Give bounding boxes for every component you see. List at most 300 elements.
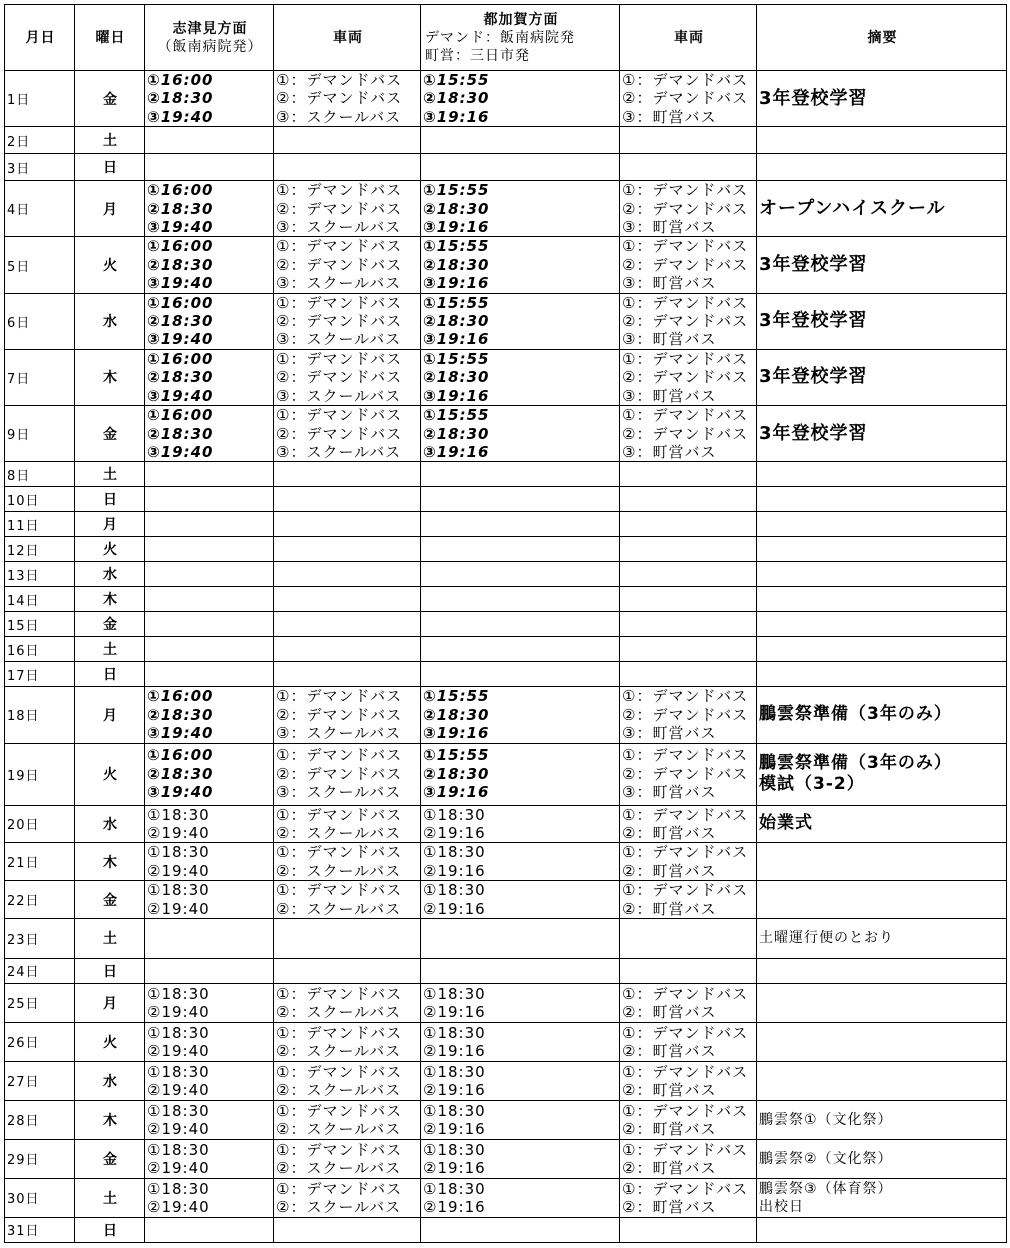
- cell-line: ①：デマンドバス: [622, 881, 749, 900]
- weekday-cell: 金: [75, 881, 145, 919]
- shizumi-vehicle-cell: [274, 71, 421, 127]
- cell-line: ③：スクールバス: [276, 386, 402, 405]
- tsukaga-times-cell: [421, 487, 620, 512]
- shizumi-vehicle-cell: [274, 587, 421, 612]
- cell-line: ①18:30: [423, 843, 486, 862]
- tsukaga-vehicle-cell: [620, 983, 757, 1022]
- cell-line: ①：デマンドバス: [276, 349, 403, 368]
- tsukaga-times-cell: [421, 1061, 620, 1100]
- cell-line: ①16:00: [147, 687, 214, 706]
- tsukaga-vehicle-cell: [620, 562, 757, 587]
- cell-line: ①：デマンドバス: [276, 237, 403, 256]
- cell-line: ①15:55: [423, 687, 490, 706]
- notes-cell: [757, 662, 1007, 687]
- cell-line: ②18:30: [423, 199, 490, 218]
- cell-line: ②18:30: [147, 89, 214, 108]
- cell-line: ②：デマンドバス: [276, 424, 403, 443]
- shizumi-times-cell: [145, 1061, 274, 1100]
- weekday-cell: 日: [75, 958, 145, 983]
- notes-cell: [757, 293, 1007, 349]
- table-row: [5, 1022, 1007, 1061]
- cell-line: ③19:40: [147, 330, 214, 349]
- notes-cell: [757, 743, 1007, 805]
- date-cell: 10日: [5, 487, 75, 512]
- cell-line: ①15:55: [423, 181, 490, 200]
- shizumi-vehicle-cell: [274, 349, 421, 405]
- cell-line: ②19:40: [147, 861, 210, 880]
- cell-line: ②：デマンドバス: [622, 424, 749, 443]
- tsukaga-vehicle-cell: [620, 1100, 757, 1139]
- tsukaga-vehicle-cell: [620, 687, 757, 743]
- cell-line: ①：デマンドバス: [622, 843, 749, 862]
- shizumi-vehicle-cell: [274, 512, 421, 537]
- weekday-cell: 日: [75, 154, 145, 181]
- tsukaga-vehicle-cell: [620, 349, 757, 405]
- weekday-cell: 水: [75, 805, 145, 843]
- tsukaga-vehicle-cell: [620, 293, 757, 349]
- cell-line: ②19:40: [147, 1002, 210, 1021]
- weekday-cell: 水: [75, 562, 145, 587]
- cell-line: ②18:30: [423, 368, 490, 387]
- cell-line: ③：町営バス: [622, 442, 717, 461]
- cell-line: ①16:00: [147, 181, 214, 200]
- tsukaga-times-cell: [421, 958, 620, 983]
- tsukaga-vehicle-cell: [620, 881, 757, 919]
- tsukaga-vehicle-cell: [620, 743, 757, 805]
- date-cell: 19日: [5, 743, 75, 805]
- notes-cell: [757, 1178, 1007, 1217]
- shizumi-vehicle-cell: [274, 958, 421, 983]
- header-vehicle: 車両: [274, 5, 421, 71]
- date-cell: 29日: [5, 1139, 75, 1178]
- cell-line: ②19:16: [423, 1041, 486, 1060]
- tsukaga-vehicle-cell: [620, 71, 757, 127]
- date-cell: 24日: [5, 958, 75, 983]
- cell-line: ①18:30: [423, 984, 486, 1003]
- cell-line: ②19:40: [147, 1158, 210, 1177]
- cell-line: ③19:16: [423, 442, 490, 461]
- date-cell: 21日: [5, 843, 75, 881]
- shizumi-vehicle-cell: [274, 612, 421, 637]
- weekday-cell: 木: [75, 587, 145, 612]
- cell-line: ①18:30: [147, 1179, 210, 1198]
- tsukaga-times-cell: [421, 983, 620, 1022]
- table-row: [5, 1100, 1007, 1139]
- cell-line: ①：デマンドバス: [622, 237, 749, 256]
- weekday-cell: 金: [75, 612, 145, 637]
- cell-line: ①：デマンドバス: [622, 1023, 749, 1042]
- date-cell: 2日: [5, 127, 75, 154]
- table-row: [5, 154, 1007, 181]
- cell-line: ①15:55: [423, 71, 490, 89]
- cell-line: ②：デマンドバス: [276, 255, 403, 274]
- notes-cell: [757, 349, 1007, 405]
- shizumi-vehicle-cell: [274, 843, 421, 881]
- cell-line: ①：デマンドバス: [276, 406, 403, 425]
- cell-line: ③19:16: [423, 724, 490, 743]
- cell-line: ②19:16: [423, 823, 486, 842]
- cell-line: ③19:40: [147, 724, 214, 743]
- tsukaga-times-cell: [421, 843, 620, 881]
- header-tsukaga-sub1: デマンド：飯南病院発: [425, 29, 575, 46]
- cell-line: ②18:30: [147, 764, 214, 783]
- cell-line: 鵬雲祭②（文化祭）: [759, 1150, 893, 1167]
- cell-line: 始業式: [759, 813, 813, 834]
- tsukaga-times-cell: [421, 1139, 620, 1178]
- shizumi-vehicle-cell: [274, 1139, 421, 1178]
- date-cell: 28日: [5, 1100, 75, 1139]
- cell-line: ①16:00: [147, 746, 214, 765]
- cell-line: ①：デマンドバス: [622, 1140, 749, 1159]
- cell-line: 3年登校学習: [759, 366, 868, 388]
- cell-line: ②：スクールバス: [276, 861, 402, 880]
- cell-line: 3年登校学習: [759, 310, 868, 332]
- cell-line: 3年登校学習: [759, 87, 868, 109]
- cell-line: ①：デマンドバス: [276, 843, 403, 862]
- cell-line: ②19:40: [147, 899, 210, 918]
- tsukaga-times-cell: [421, 637, 620, 662]
- cell-line: ②18:30: [147, 368, 214, 387]
- cell-line: ①：デマンドバス: [276, 881, 403, 900]
- tsukaga-vehicle-cell: [620, 918, 757, 958]
- cell-line: ①18:30: [147, 1023, 210, 1042]
- table-row: [5, 127, 1007, 154]
- shizumi-times-cell: [145, 662, 274, 687]
- cell-line: ①18:30: [147, 805, 210, 824]
- cell-line: ②18:30: [423, 89, 490, 108]
- tsukaga-times-cell: [421, 687, 620, 743]
- date-cell: 30日: [5, 1178, 75, 1217]
- notes-cell: [757, 127, 1007, 154]
- tsukaga-vehicle-cell: [620, 1217, 757, 1242]
- weekday-cell: 金: [75, 71, 145, 127]
- cell-line: ③：スクールバス: [276, 274, 402, 293]
- tsukaga-times-cell: [421, 881, 620, 919]
- cell-line: ②18:30: [423, 764, 490, 783]
- weekday-cell: 木: [75, 1100, 145, 1139]
- tsukaga-vehicle-cell: [620, 537, 757, 562]
- notes-cell: [757, 512, 1007, 537]
- cell-line: ②：町営バス: [622, 1041, 717, 1060]
- table-row: [5, 687, 1007, 743]
- tsukaga-vehicle-cell: [620, 512, 757, 537]
- cell-line: ②：デマンドバス: [276, 368, 403, 387]
- notes-cell: [757, 637, 1007, 662]
- shizumi-times-cell: [145, 349, 274, 405]
- tsukaga-vehicle-cell: [620, 843, 757, 881]
- shizumi-times-cell: [145, 958, 274, 983]
- cell-line: ②19:16: [423, 1002, 486, 1021]
- cell-line: ②：デマンドバス: [622, 312, 749, 331]
- tsukaga-times-cell: [421, 349, 620, 405]
- tsukaga-vehicle-cell: [620, 1022, 757, 1061]
- cell-line: ③19:16: [423, 330, 490, 349]
- cell-line: ②19:40: [147, 1041, 210, 1060]
- tsukaga-times-cell: [421, 1022, 620, 1061]
- cell-line: ②：デマンドバス: [276, 705, 403, 724]
- shizumi-times-cell: [145, 687, 274, 743]
- weekday-cell: 土: [75, 1178, 145, 1217]
- cell-line: ③：町営バス: [622, 107, 717, 126]
- cell-line: ①18:30: [147, 984, 210, 1003]
- tsukaga-vehicle-cell: [620, 1139, 757, 1178]
- cell-line: ①：デマンドバス: [276, 1062, 403, 1081]
- cell-line: ③19:40: [147, 107, 214, 126]
- table-row: [5, 843, 1007, 881]
- notes-cell: [757, 1061, 1007, 1100]
- cell-line: 3年登校学習: [759, 254, 868, 276]
- cell-line: ①：デマンドバス: [622, 805, 749, 824]
- tsukaga-vehicle-cell: [620, 1178, 757, 1217]
- shizumi-times-cell: [145, 1100, 274, 1139]
- header-dow: 曜日: [75, 5, 145, 71]
- shizumi-times-cell: [145, 1217, 274, 1242]
- date-cell: 26日: [5, 1022, 75, 1061]
- cell-line: ②：スクールバス: [276, 823, 402, 842]
- cell-line: 出校日: [759, 1198, 804, 1215]
- shizumi-times-cell: [145, 1139, 274, 1178]
- cell-line: ②：デマンドバス: [276, 199, 403, 218]
- tsukaga-times-cell: [421, 537, 620, 562]
- shizumi-vehicle-cell: [274, 462, 421, 487]
- shizumi-vehicle-cell: [274, 562, 421, 587]
- notes-cell: [757, 612, 1007, 637]
- cell-line: ②18:30: [423, 424, 490, 443]
- cell-line: ①：デマンドバス: [622, 181, 749, 200]
- cell-line: ①：デマンドバス: [276, 1179, 403, 1198]
- cell-line: ①：デマンドバス: [276, 1101, 403, 1120]
- cell-line: ②18:30: [147, 312, 214, 331]
- shizumi-vehicle-cell: [274, 983, 421, 1022]
- cell-line: ②19:40: [147, 1080, 210, 1099]
- cell-line: ②19:40: [147, 1197, 210, 1216]
- cell-line: ②：デマンドバス: [622, 255, 749, 274]
- date-cell: 6日: [5, 293, 75, 349]
- shizumi-vehicle-cell: [274, 293, 421, 349]
- cell-line: ①：デマンドバス: [276, 687, 403, 706]
- notes-cell: [757, 587, 1007, 612]
- shizumi-times-cell: [145, 805, 274, 843]
- cell-line: ①16:00: [147, 237, 214, 256]
- cell-line: ②：スクールバス: [276, 1080, 402, 1099]
- cell-line: ②19:16: [423, 861, 486, 880]
- shizumi-vehicle-cell: [274, 1061, 421, 1100]
- weekday-cell: 木: [75, 843, 145, 881]
- tsukaga-times-cell: [421, 918, 620, 958]
- cell-line: ①18:30: [147, 881, 210, 900]
- cell-line: ②：スクールバス: [276, 1002, 402, 1021]
- tsukaga-vehicle-cell: [620, 805, 757, 843]
- header-shizumi-title: 志津見方面: [172, 20, 248, 37]
- cell-line: ①16:00: [147, 71, 214, 89]
- notes-cell: [757, 1217, 1007, 1242]
- cell-line: ③：町営バス: [622, 386, 717, 405]
- weekday-cell: 土: [75, 462, 145, 487]
- weekday-cell: 火: [75, 743, 145, 805]
- table-row: [5, 237, 1007, 293]
- schedule-body: [5, 71, 1007, 1243]
- date-cell: 3日: [5, 154, 75, 181]
- date-cell: 31日: [5, 1217, 75, 1242]
- tsukaga-times-cell: [421, 293, 620, 349]
- cell-line: ③：スクールバス: [276, 107, 402, 126]
- tsukaga-vehicle-cell: [620, 237, 757, 293]
- table-row: [5, 958, 1007, 983]
- tsukaga-times-cell: [421, 512, 620, 537]
- cell-line: ②：デマンドバス: [622, 89, 749, 108]
- shizumi-times-cell: [145, 843, 274, 881]
- table-row: [5, 743, 1007, 805]
- date-cell: 11日: [5, 512, 75, 537]
- shizumi-times-cell: [145, 512, 274, 537]
- tsukaga-times-cell: [421, 562, 620, 587]
- shizumi-vehicle-cell: [274, 537, 421, 562]
- header-row: [5, 5, 1007, 71]
- date-cell: 1日: [5, 71, 75, 127]
- cell-line: ③：スクールバス: [276, 724, 402, 743]
- weekday-cell: 日: [75, 1217, 145, 1242]
- tsukaga-vehicle-cell: [620, 637, 757, 662]
- cell-line: ②：スクールバス: [276, 1119, 402, 1138]
- cell-line: ③19:16: [423, 107, 490, 126]
- table-row: [5, 1139, 1007, 1178]
- cell-line: ③：町営バス: [622, 724, 717, 743]
- shizumi-times-cell: [145, 1022, 274, 1061]
- cell-line: ②18:30: [147, 255, 214, 274]
- cell-line: ②：スクールバス: [276, 1158, 402, 1177]
- cell-line: ①：デマンドバス: [276, 984, 403, 1003]
- cell-line: ③：町営バス: [622, 783, 717, 802]
- shizumi-vehicle-cell: [274, 918, 421, 958]
- weekday-cell: 土: [75, 637, 145, 662]
- cell-line: ①：デマンドバス: [276, 1140, 403, 1159]
- cell-line: ②：デマンドバス: [276, 89, 403, 108]
- cell-line: ②：町営バス: [622, 1002, 717, 1021]
- tsukaga-vehicle-cell: [620, 127, 757, 154]
- shizumi-vehicle-cell: [274, 181, 421, 237]
- tsukaga-times-cell: [421, 1100, 620, 1139]
- cell-line: ②：町営バス: [622, 861, 717, 880]
- date-cell: 9日: [5, 406, 75, 462]
- cell-line: ③：スクールバス: [276, 218, 402, 237]
- table-row: [5, 406, 1007, 462]
- cell-line: ①：デマンドバス: [276, 293, 403, 312]
- tsukaga-times-cell: [421, 805, 620, 843]
- cell-line: 土曜運行便のとおり: [759, 930, 894, 947]
- cell-line: ①18:30: [423, 805, 486, 824]
- tsukaga-times-cell: [421, 1178, 620, 1217]
- cell-line: ②19:16: [423, 1080, 486, 1099]
- cell-line: ③19:40: [147, 274, 214, 293]
- cell-line: ③：町営バス: [622, 274, 717, 293]
- notes-cell: [757, 462, 1007, 487]
- notes-cell: [757, 958, 1007, 983]
- header-notes: 摘要: [757, 5, 1007, 71]
- cell-line: ①18:30: [423, 1101, 486, 1120]
- shizumi-vehicle-cell: [274, 154, 421, 181]
- table-row: [5, 181, 1007, 237]
- shizumi-times-cell: [145, 587, 274, 612]
- tsukaga-vehicle-cell: [620, 1061, 757, 1100]
- cell-line: ②18:30: [147, 199, 214, 218]
- notes-cell: [757, 687, 1007, 743]
- shizumi-vehicle-cell: [274, 1022, 421, 1061]
- date-cell: 25日: [5, 983, 75, 1022]
- cell-line: オープンハイスクール: [759, 197, 946, 219]
- shizumi-times-cell: [145, 406, 274, 462]
- cell-line: ①：デマンドバス: [276, 71, 403, 89]
- shizumi-times-cell: [145, 881, 274, 919]
- table-row: [5, 983, 1007, 1022]
- date-cell: 13日: [5, 562, 75, 587]
- cell-line: ②：デマンドバス: [622, 764, 749, 783]
- table-row: [5, 487, 1007, 512]
- header-shizumi-sub: （飯南病院発）: [157, 38, 263, 55]
- cell-line: 模試（3-2）: [759, 774, 865, 795]
- notes-cell: [757, 805, 1007, 843]
- cell-line: ②18:30: [423, 705, 490, 724]
- cell-line: ②18:30: [147, 424, 214, 443]
- shizumi-vehicle-cell: [274, 406, 421, 462]
- table-row: [5, 512, 1007, 537]
- cell-line: ①18:30: [423, 1140, 486, 1159]
- shizumi-vehicle-cell: [274, 881, 421, 919]
- tsukaga-vehicle-cell: [620, 181, 757, 237]
- tsukaga-vehicle-cell: [620, 154, 757, 181]
- tsukaga-times-cell: [421, 587, 620, 612]
- shizumi-vehicle-cell: [274, 1100, 421, 1139]
- weekday-cell: 火: [75, 237, 145, 293]
- cell-line: ①18:30: [147, 843, 210, 862]
- tsukaga-vehicle-cell: [620, 587, 757, 612]
- tsukaga-vehicle-cell: [620, 958, 757, 983]
- shizumi-times-cell: [145, 918, 274, 958]
- cell-line: ②：デマンドバス: [276, 312, 403, 331]
- weekday-cell: 土: [75, 127, 145, 154]
- cell-line: ①：デマンドバス: [622, 984, 749, 1003]
- tsukaga-times-cell: [421, 662, 620, 687]
- cell-line: ③19:40: [147, 783, 214, 802]
- cell-line: ①15:55: [423, 237, 490, 256]
- cell-line: ③：スクールバス: [276, 330, 402, 349]
- cell-line: ①18:30: [423, 881, 486, 900]
- cell-line: ③：町営バス: [622, 330, 717, 349]
- cell-line: ②18:30: [147, 705, 214, 724]
- shizumi-vehicle-cell: [274, 637, 421, 662]
- notes-cell: [757, 487, 1007, 512]
- shizumi-vehicle-cell: [274, 1217, 421, 1242]
- shizumi-times-cell: [145, 612, 274, 637]
- header-tsukaga-sub2: 町営：三日市発: [425, 47, 530, 64]
- notes-cell: [757, 154, 1007, 181]
- weekday-cell: 水: [75, 1061, 145, 1100]
- header-tsukaga-title: 都加賀方面: [483, 11, 559, 28]
- shizumi-times-cell: [145, 562, 274, 587]
- date-cell: 22日: [5, 881, 75, 919]
- cell-line: ②19:40: [147, 1119, 210, 1138]
- cell-line: ②：町営バス: [622, 1197, 717, 1216]
- cell-line: ①18:30: [423, 1023, 486, 1042]
- tsukaga-times-cell: [421, 462, 620, 487]
- table-row: [5, 805, 1007, 843]
- shizumi-times-cell: [145, 293, 274, 349]
- tsukaga-times-cell: [421, 181, 620, 237]
- header-shizumi: [145, 5, 274, 71]
- shizumi-vehicle-cell: [274, 237, 421, 293]
- tsukaga-vehicle-cell: [620, 462, 757, 487]
- tsukaga-vehicle-cell: [620, 406, 757, 462]
- weekday-cell: 金: [75, 406, 145, 462]
